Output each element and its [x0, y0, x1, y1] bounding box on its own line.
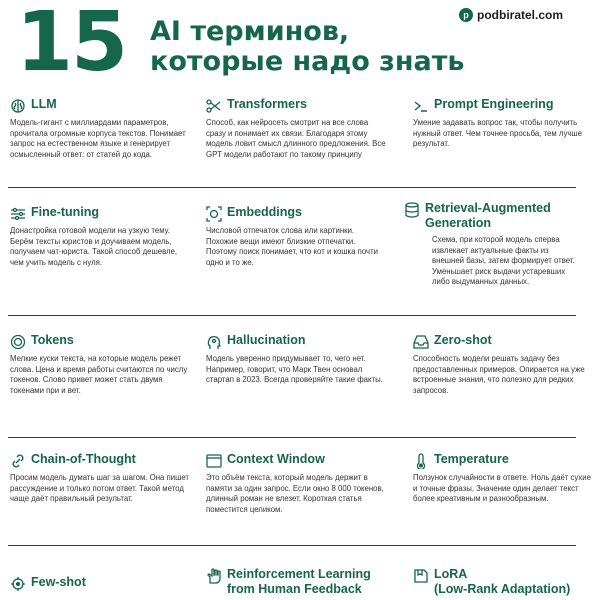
term-card-tokens: [10, 333, 190, 396]
term-desc: Это объём текста, который модель держит в памяти за один запрос. Если окно 8 000 токенов, длинный роман не влезет. Короткая статья поместится целиком.: [206, 473, 384, 514]
divider: [8, 187, 576, 188]
chain-icon: [10, 453, 26, 469]
term-title: LLM: [31, 97, 57, 111]
term-title: Embeddings: [227, 205, 303, 219]
term-desc: Мелкие куски текста, на которые модель режет слова. Цена и время работы считаются по числу токенов. Слово привет может стать двумя токенами при и вет.: [10, 354, 188, 395]
book-icon: [413, 568, 429, 584]
embeddings-icon: [206, 206, 222, 222]
term-card-context-window: [206, 452, 386, 515]
divider: [8, 545, 576, 546]
brand-name: podbiratel.com: [477, 8, 564, 22]
term-desc: Числовой отпечаток слова или картинки. Похожие вещи имеют близкие отпечатки. Поэтому поиск понимает, что кот и кошка почти одно и то же.: [206, 226, 379, 267]
terminal-icon: [413, 98, 429, 114]
term-card-lora: [413, 567, 593, 597]
term-title-line-1: Reinforcement Learning: [227, 567, 371, 581]
term-card-temperature: [413, 452, 593, 505]
term-title: Prompt Engineering: [434, 97, 554, 111]
term-title-line-1: Retrieval-Augmented: [425, 201, 551, 215]
term-title: Transformers: [227, 97, 307, 111]
term-desc: Схема, при которой модель сперва извлекает актуальные факты из внешней базы, затем формирует ответ. Уменьшает риск выдачи устаревших либо выдуманных данных.: [432, 235, 575, 287]
sliders-icon: [10, 206, 26, 222]
title-line-1: AI терминов,: [150, 16, 350, 47]
header: [0, 0, 600, 90]
term-title: [425, 201, 551, 231]
target-icon: [10, 576, 26, 592]
database-icon: [404, 202, 420, 218]
term-card-prompt-engineering: [413, 97, 593, 150]
hand-icon: [206, 568, 222, 584]
term-card-transformers: [206, 97, 386, 160]
term-desc: Способ, как нейросеть смотрит на все слова сразу и понимает их связи. Благодаря этому модель ловит смысл длинного предложения. Все GPT модели работают по такому принципу: [206, 118, 386, 159]
divider: [8, 315, 576, 316]
term-desc: Способность модели решать задачу без предоставленных примеров. Опирается на уже встроенные знания, что полезно для редких запросов.: [413, 354, 585, 395]
brain-icon: [10, 98, 26, 114]
term-card-hallucination: [206, 333, 386, 386]
term-title: Context Window: [227, 452, 325, 466]
term-card-rlhf: [206, 567, 406, 597]
term-title: Temperature: [434, 452, 509, 466]
term-card-rag: [404, 201, 580, 288]
window-icon: [206, 453, 222, 469]
brand-logo-icon: p: [459, 8, 473, 22]
term-desc: Модель-гигант с миллиардами параметров, прочитала огромные корпуса текстов. Понимает запрос на естественном языке и генерирует осмысленный ответ: от статей до кода.: [10, 118, 186, 159]
term-card-chain-of-thought: [10, 452, 190, 505]
term-card-fine-tuning: [10, 205, 190, 268]
term-card-llm: [10, 97, 190, 160]
term-title: Hallucination: [227, 333, 306, 347]
term-card-zero-shot: [413, 333, 593, 396]
transformers-icon: [206, 98, 222, 114]
term-card-embeddings: [206, 205, 386, 268]
head-icon: [206, 334, 222, 350]
term-title-line-1: LoRA: [434, 567, 468, 581]
term-title: Zero-shot: [434, 333, 492, 347]
token-icon: [10, 334, 26, 350]
brand: [459, 8, 563, 22]
term-title: Few-shot: [31, 575, 86, 589]
term-title: Fine-tuning: [31, 205, 100, 219]
term-title-line-2: from Human Feedback: [227, 582, 362, 596]
term-desc: Просим модель думать шаг за шагом. Она пишет рассуждение и только потом ответ. Такой метод чаще даёт правильный результат.: [10, 473, 189, 504]
page-title: [150, 17, 464, 77]
thermometer-icon: [413, 453, 429, 469]
title-line-2: которые надо знать: [150, 46, 465, 77]
term-title: Tokens: [31, 333, 74, 347]
term-title: [227, 567, 371, 597]
term-card-few-shot: [10, 575, 190, 592]
term-title-line-2: Generation: [425, 216, 491, 230]
term-desc: Модель уверенно придумывает то, чего нет. Например, говорит, что Марк Твен основал стартап в 2023. Всегда проверяйте такие факты.: [206, 354, 383, 385]
term-desc: Умение задавать вопрос так, чтобы получить нужный ответ. Чем точнее просьба, тем лучше результат.: [413, 118, 583, 149]
term-desc: Донастройка готовой модели на узкую тему. Берём тексты юристов и доучиваем модель, получаем чат-юриста. Такой способ дешевле, чем учить модель с нуля.: [10, 226, 178, 267]
tray-icon: [413, 334, 429, 350]
term-desc: Ползунок случайности в ответе. Ноль даёт сухие и точные фразы. Значение один делает текст более креативным и разнообразным.: [413, 473, 591, 504]
divider: [8, 437, 576, 438]
term-title: [434, 567, 570, 597]
big-number: 15: [16, 0, 127, 90]
term-title-line-2: (Low-Rank Adaptation): [434, 582, 571, 596]
term-title: Chain-of-Thought: [31, 452, 136, 466]
